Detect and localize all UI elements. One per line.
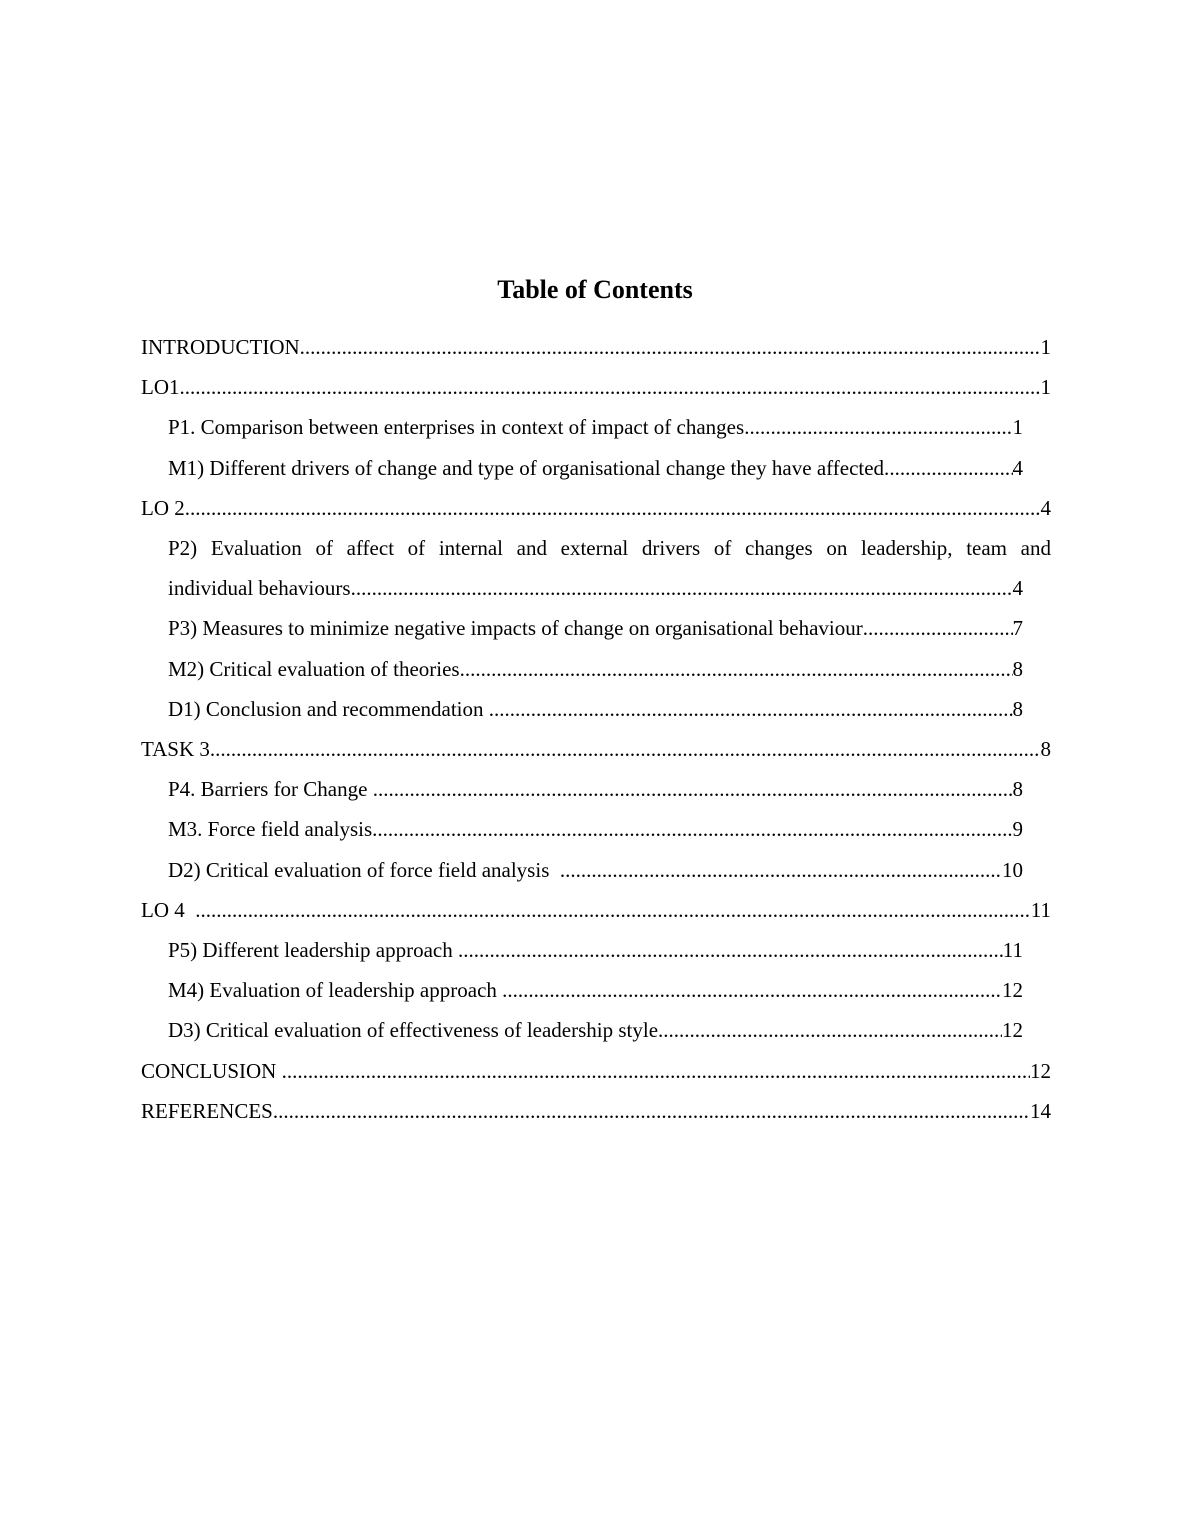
dot-leader [502, 970, 1002, 1010]
dot-leader [373, 769, 1013, 809]
toc-entry-p2[interactable] [168, 528, 1051, 608]
dot-leader [372, 809, 1012, 849]
toc-entry-page: 12 [1030, 1058, 1051, 1083]
toc-entry-page: 9 [1012, 817, 1023, 842]
toc-entry-label: M1) Different drivers of change and type of organisational change they have affected. [168, 455, 890, 480]
toc-entry-page: 4 [1012, 576, 1023, 601]
toc-entry-label: P4. Barriers for Change [168, 777, 373, 802]
toc-entry-label: LO1 [141, 375, 180, 400]
dot-leader [351, 568, 1013, 608]
toc-entry-conclusion[interactable] [141, 1051, 1051, 1091]
dot-leader [744, 407, 1012, 447]
toc-entry-d3[interactable] [168, 1010, 1023, 1050]
toc-list [141, 327, 1051, 1131]
dot-leader [282, 1051, 1030, 1091]
toc-entry-label: M2) Critical evaluation of theories [168, 656, 460, 681]
dot-leader [560, 850, 1002, 890]
dot-leader [180, 367, 1041, 407]
dot-leader [185, 488, 1041, 528]
toc-entry-p4[interactable] [168, 769, 1023, 809]
toc-entry-label: P1. Comparison between enterprises in context of impact of changes [168, 415, 745, 440]
toc-entry-label: LO 4 [141, 897, 196, 922]
toc-entry-page: 4 [1040, 495, 1051, 520]
toc-entry-label: D2) Critical evaluation of force field analysis [168, 857, 560, 882]
toc-entry-introduction[interactable] [141, 327, 1051, 367]
toc-entry-label-line1: P2) Evaluation of affect of internal and external drivers of changes on leadership, team and [168, 536, 1051, 561]
dot-leader [863, 608, 1013, 648]
toc-entry-label: LO 2 [141, 495, 185, 520]
toc-entry-d2[interactable] [168, 850, 1023, 890]
toc-entry-label: TASK 3 [141, 737, 210, 762]
toc-entry-lo4[interactable] [141, 890, 1051, 930]
toc-entry-page: 8 [1012, 696, 1023, 721]
toc-entry-label: M3. Force field analysis [168, 817, 373, 842]
toc-entry-page: 4 [1012, 455, 1023, 480]
toc-entry-p5[interactable] [168, 930, 1023, 970]
toc-entry-page: 8 [1040, 737, 1051, 762]
dot-leader [658, 1010, 1002, 1050]
toc-entry-m3[interactable] [168, 809, 1023, 849]
toc-entry-label: P5) Different leadership approach [168, 938, 459, 963]
toc-entry-p3[interactable] [168, 608, 1023, 648]
toc-entry-page: 12 [1002, 978, 1023, 1003]
toc-entry-label: M4) Evaluation of leadership approach [168, 978, 503, 1003]
toc-entry-label: REFERENCES [141, 1098, 273, 1123]
dot-leader [460, 649, 1013, 689]
toc-entry-m2[interactable] [168, 649, 1023, 689]
toc-entry-label: D1) Conclusion and recommendation [168, 696, 489, 721]
toc-entry-page: 8 [1012, 777, 1023, 802]
dot-leader [273, 1091, 1030, 1131]
dot-leader [889, 448, 1012, 488]
toc-entry-p1[interactable] [168, 407, 1023, 447]
toc-entry-page: 1 [1012, 415, 1023, 440]
dot-leader [300, 327, 1041, 367]
toc-entry-m1[interactable] [168, 448, 1023, 488]
toc-entry-label: D3) Critical evaluation of effectiveness of leadership style [168, 1018, 659, 1043]
toc-entry-page: 10 [1002, 857, 1023, 882]
toc-entry-label: INTRODUCTION [141, 335, 300, 359]
toc-entry-label: P3) Measures to minimize negative impacts of change on organisational behaviour [168, 616, 863, 641]
toc-entry-page: 12 [1002, 1018, 1023, 1043]
toc-entry-page: 8 [1012, 656, 1023, 681]
toc-entry-d1[interactable] [168, 689, 1023, 729]
toc-entry-page: 14 [1030, 1098, 1051, 1123]
toc-entry-task3[interactable] [141, 729, 1051, 769]
dot-leader [210, 729, 1041, 769]
toc-entry-lo2[interactable] [141, 488, 1051, 528]
toc-entry-m4[interactable] [168, 970, 1023, 1010]
toc-entry-page: 1 [1040, 335, 1051, 359]
dot-leader [195, 890, 1031, 930]
toc-entry-page: 11 [1002, 938, 1023, 963]
toc-entry-references[interactable] [141, 1091, 1051, 1131]
dot-leader [458, 930, 1003, 970]
toc-entry-label: CONCLUSION [141, 1058, 282, 1083]
toc-title: Table of Contents [497, 275, 693, 304]
dot-leader [489, 689, 1013, 729]
toc-entry-label-line2: individual behaviours [168, 576, 351, 601]
toc-entry-page: 7 [1012, 616, 1023, 641]
toc-entry-lo1[interactable] [141, 367, 1051, 407]
toc-entry-page: 1 [1040, 375, 1051, 400]
toc-entry-page: 11 [1030, 897, 1051, 922]
toc-entry-line2 [168, 568, 1023, 608]
